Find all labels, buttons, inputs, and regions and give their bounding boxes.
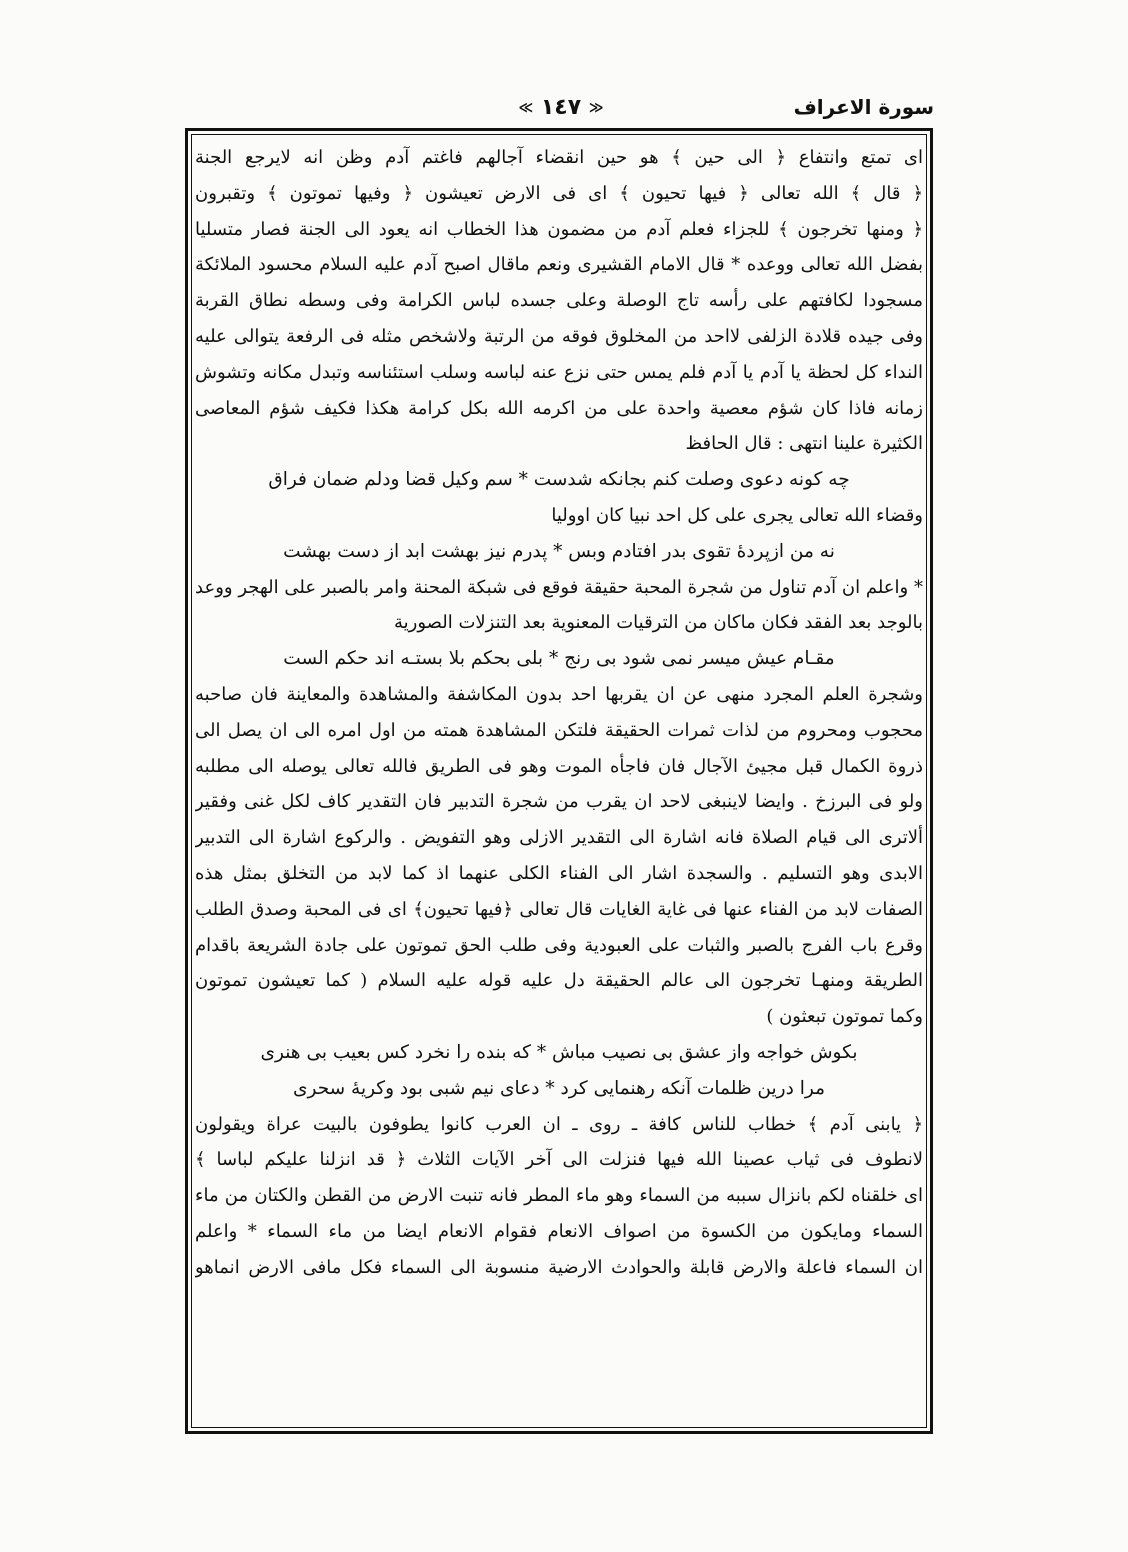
- verse-line: نه من ازپردهٔ تقوى بدر افتادم وبس * پدرم نيز بهشت ابد از دست بهشت: [283, 540, 835, 562]
- text-line: وكما تموتون تبعثون ): [766, 1006, 923, 1028]
- surah-title: سورة الاعراف: [793, 95, 934, 119]
- text-line: اى خلقناه لكم بانزال سببه من السماء وهو ماء المطر فانه تنبت الارض من القطن والكتان من ماء: [195, 1185, 923, 1207]
- text-line: ولو فى البرزخ . وايضا لاينبغى لاحد ان يقرب من شجرة التدبير فان التقدير كاف لكل غنى وفقير: [195, 791, 923, 813]
- verse-line: چه كونه دعوى وصلت كنم بجانكه شدست * سم وكيل قضا ودلم ضمان فراق: [268, 469, 850, 491]
- page-number: ١٤٧: [540, 95, 582, 120]
- text-line: بفضل الله تعالى ووعده * قال الامام القشيرى ونعم ماقال اصبح آدم عليه السلام محسود الملائكة: [195, 254, 923, 276]
- text-line: وشجرة العلم المجرد منهى عن ان يقربها احد بدون المكاشفة والمشاهدة والمعاينة فان صاحبه: [195, 683, 923, 705]
- page-number-block: [486, 95, 636, 120]
- text-body: [195, 140, 923, 1428]
- text-line: النداء كل لحظة يا آدم يا آدم فلم يمس حتى نزع عنه لباسه وسلب استئناسه وتبدل مكانه وتشوش: [195, 361, 923, 383]
- text-line: لانطوف فى ثياب عصينا الله فيها فنزلت الى آخر الآيات الثلاث ﴿ قد انزلنا عليكم لباسا ﴾: [195, 1149, 923, 1171]
- text-line: ﴿ يابنى آدم ﴾ خطاب للناس كافة ـ روى ـ ان العرب كانوا يطوفون بالبيت عراة ويقولون: [195, 1113, 923, 1135]
- page-header: [186, 95, 934, 129]
- ornament-left-icon: ≪: [518, 100, 534, 116]
- text-line: محجوب ومحروم من لذات ثمرات الحقيقة فلتكن المشاهدة همته من اول امره الى ان يصل الى: [195, 719, 923, 741]
- text-line: السماء ومايكون من الكسوة من اصواف الانعام فقوام الانعام ايضا من ماء السماء * واعلم: [195, 1220, 923, 1242]
- verse-line: مقـام عيش ميسر نمى شود بى رنج * بلى بحكم بلا بستـه اند حكم الست: [283, 648, 835, 670]
- text-line: ان السماء فاعلة والارض قابلة والحوادث الارضية منسوبة الى السماء فكل مافى الارض انماهو: [195, 1256, 923, 1278]
- ornament-right-icon: ≫: [588, 100, 604, 116]
- text-line: الطريقة ومنهـا تخرجون الى عالم الحقيقة دل عليه قوله عليه السلام ( كما تعيشون تموتون: [195, 970, 923, 992]
- text-line: * واعلم ان آدم تناول من شجرة المحبة حقيقة فوقع فى شبكة المحنة وامر بالصبر على الهجر ووعد: [195, 576, 923, 598]
- text-line: الابدى وهو التسليم . والسجدة اشار الى الفناء الكلى عنهما اذ كما لابد من التخلق بمثل هذه: [195, 862, 923, 884]
- verse-line: بكوش خواجه واز عشق بى نصيب مباش * كه بنده را نخرد كس بعيب بى هنرى: [260, 1041, 858, 1063]
- text-line: الصفات لابد من الفناء عنها فى غاية الغايات قال تعالى ﴿فيها تحيون﴾ اى فى المحبة وصدق الطلب: [195, 898, 923, 920]
- text-line: ذروة الكمال قبل مجيئ الآجال فان فاجأه الموت وهو فى الطريق فالله تعالى يوصله الى مطلبه: [195, 755, 923, 777]
- text-line: زمانه فاذا كان شؤم معصية واحدة على من اكرمه الله بكل كرامة هكذا فكيف شؤم المعاصى: [195, 397, 923, 419]
- text-line: وفى جيده قلادة الزلفى لااحد من المخلوق فوقه من الرتبة ولاشخص مثله فى الرفعة يتوالى عليه: [195, 325, 923, 347]
- text-line: بالوجد بعد الفقد فكان ماكان من الترقيات المعنوية بعد التنزلات الصورية: [393, 612, 923, 634]
- text-line: وقضاء الله تعالى يجرى على كل احد نبيا كان اووليا: [551, 504, 923, 526]
- text-line: ألاترى الى قيام الصلاة فانه اشارة الى التقدير الازلى وهو التفويض . والركوع اشارة الى التدبير: [195, 827, 923, 849]
- text-line: ﴿ ومنها تخرجون ﴾ للجزاء فعلم آدم من مضمون هذا الخطاب انه يعود الى الجنة فصار متسليا: [195, 218, 923, 240]
- text-line: وقرع باب الفرج بالصبر والثبات على العبودية وفى طلب الحق تموتون على جادة الشريعة باقدام: [195, 934, 923, 956]
- text-line: اى تمتع وانتفاع ﴿ الى حين ﴾ هو حين انقضاء آجالهم فاغتم آدم وظن انه لايرجع الجنة: [195, 147, 923, 168]
- text-line: الكثيرة علينا انتهى : قال الحافظ: [685, 433, 923, 455]
- verse-line: مرا درين ظلمات آنكه رهنمايى كرد * دعاى نيم شبى بود وكريهٔ سحرى: [293, 1077, 825, 1099]
- text-line: ﴿ قال ﴾ الله تعالى ﴿ فيها تحيون ﴾ اى فى الارض تعيشون ﴿ وفيها تموتون ﴾ وتقبرون: [195, 182, 923, 204]
- text-line: مسجودا لكافتهم على رأسه تاج الوصلة وعلى جسده لباس الكرامة وفى وسطه نطاق القربة: [195, 290, 923, 312]
